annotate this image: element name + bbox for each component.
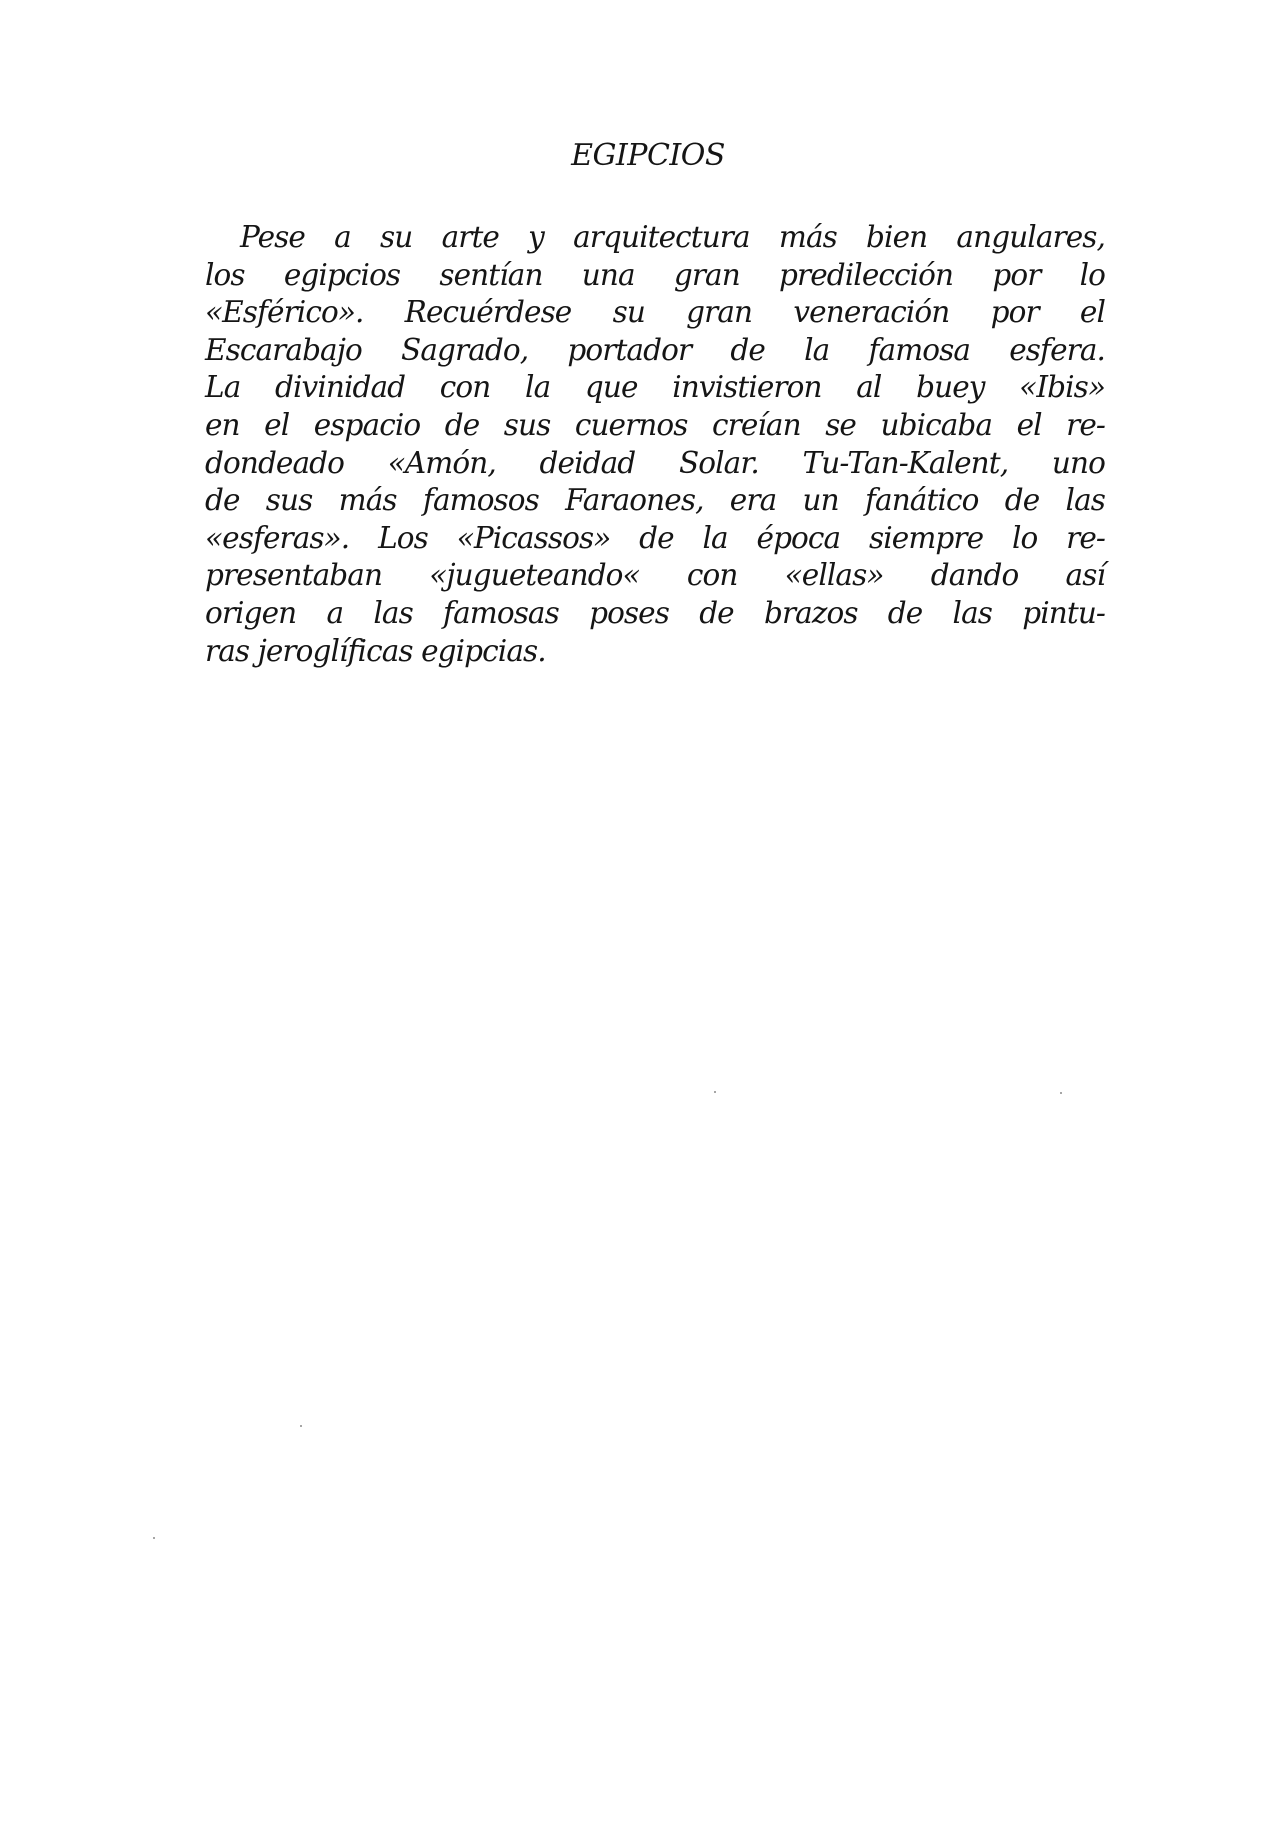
paragraph-line: «Esférico». Recuérdese su gran veneración por el	[205, 295, 1105, 330]
page-title: EGIPCIOS	[571, 138, 725, 173]
scan-speck	[153, 1537, 155, 1539]
paragraph-line: presentaban «jugueteando« con «ellas» dando así	[205, 558, 1105, 593]
paragraph-line: dondeado «Amón, deidad Solar. Tu-Tan-Kalent, uno	[205, 445, 1105, 480]
paragraph-line: «esferas». Los «Picassos» de la época siempre lo re-	[205, 520, 1105, 555]
paragraph-line: Escarabajo Sagrado, portador de la famosa esfera.	[205, 332, 1105, 367]
scan-speck	[300, 1425, 302, 1427]
paragraph-line: los egipcios sentían una gran predilección por lo	[205, 257, 1105, 292]
paragraph-line: origen a las famosas poses de brazos de las pintu-	[205, 595, 1105, 630]
paragraph-line: de sus más famosos Faraones, era un fanático de las	[205, 483, 1105, 518]
paragraph-line: La divinidad con la que invistieron al buey «Ibis»	[205, 370, 1105, 405]
paragraph-line: ras jeroglíficas egipcias.	[205, 633, 546, 668]
body-paragraph	[205, 219, 1105, 670]
paragraph-line: en el espacio de sus cuernos creían se ubicaba el re-	[205, 407, 1105, 442]
paragraph-line: Pese a su arte y arquitectura más bien angulares,	[240, 220, 1105, 254]
scan-speck	[714, 1091, 716, 1093]
scan-speck	[1060, 1092, 1062, 1094]
